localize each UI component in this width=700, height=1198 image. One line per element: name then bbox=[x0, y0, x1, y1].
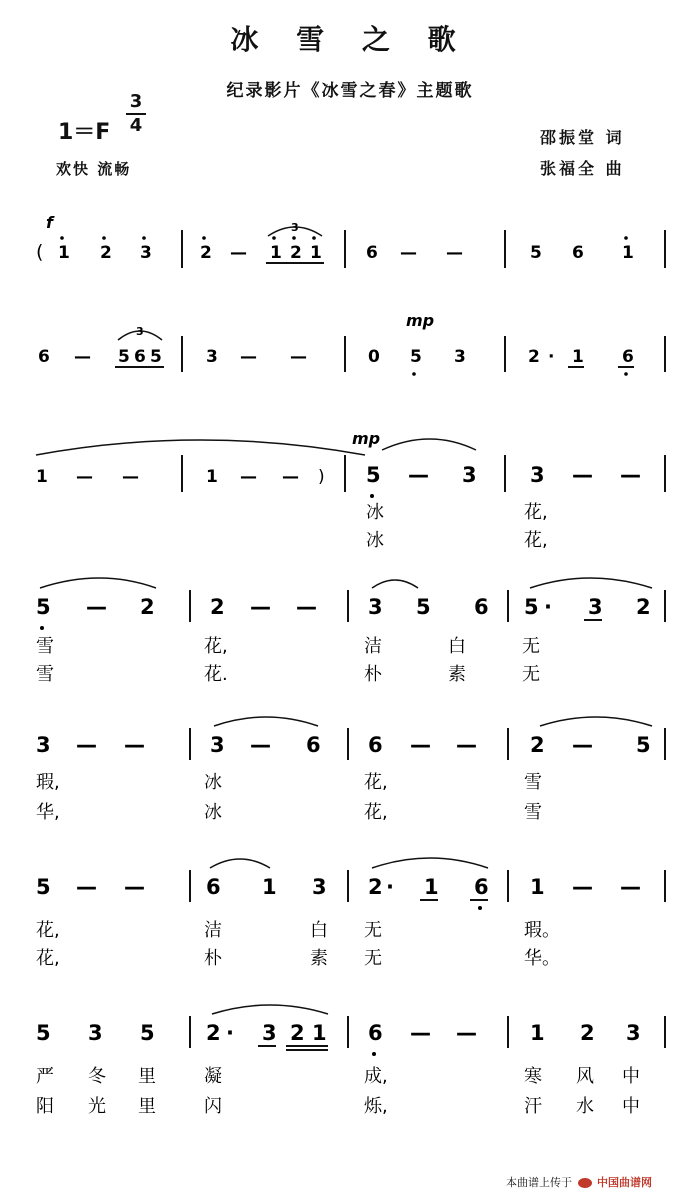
svg-text:3: 3 bbox=[626, 1021, 641, 1045]
svg-text:华。: 华。 bbox=[524, 948, 560, 969]
svg-text:寒: 寒 bbox=[524, 1066, 542, 1087]
svg-text:里: 里 bbox=[138, 1096, 156, 1117]
svg-text:2: 2 bbox=[200, 243, 212, 263]
svg-text:3: 3 bbox=[530, 463, 545, 487]
svg-text:—: — bbox=[250, 733, 271, 757]
svg-text:—: — bbox=[282, 467, 299, 487]
svg-text:素: 素 bbox=[310, 948, 328, 969]
svg-text:3: 3 bbox=[588, 595, 603, 619]
svg-text:洁: 洁 bbox=[204, 920, 222, 941]
svg-text:5: 5 bbox=[636, 733, 651, 757]
svg-text:—: — bbox=[250, 595, 271, 619]
svg-text:汗: 汗 bbox=[524, 1096, 542, 1117]
svg-text:朴: 朴 bbox=[204, 948, 222, 969]
svg-text:雪: 雪 bbox=[524, 772, 542, 793]
svg-text:瑕。: 瑕。 bbox=[524, 920, 560, 941]
lyrics-row-5 bbox=[36, 772, 542, 823]
svg-text:·: · bbox=[548, 347, 555, 367]
svg-text:3: 3 bbox=[88, 1021, 103, 1045]
svg-text:无: 无 bbox=[522, 664, 540, 685]
svg-text:—: — bbox=[296, 595, 317, 619]
svg-text:—: — bbox=[124, 733, 145, 757]
svg-text:0: 0 bbox=[368, 347, 380, 367]
svg-text:1: 1 bbox=[58, 243, 70, 263]
svg-text:—: — bbox=[572, 463, 593, 487]
footer-brand[interactable]: 中国曲谱网 bbox=[597, 1176, 652, 1189]
svg-text:3: 3 bbox=[206, 347, 218, 367]
svg-text:2: 2 bbox=[290, 1021, 305, 1045]
svg-text:花,: 花, bbox=[524, 530, 548, 551]
svg-text:2: 2 bbox=[368, 875, 383, 899]
svg-text:5: 5 bbox=[36, 1021, 51, 1045]
svg-text:—: — bbox=[620, 875, 641, 899]
svg-text:白: 白 bbox=[448, 636, 466, 657]
svg-text:5: 5 bbox=[530, 243, 542, 263]
dynamic-forte: f bbox=[46, 213, 53, 232]
svg-text:6: 6 bbox=[368, 733, 383, 757]
svg-text:5: 5 bbox=[118, 347, 130, 367]
svg-text:1: 1 bbox=[572, 347, 584, 367]
svg-text:·: · bbox=[226, 1021, 234, 1045]
svg-text:花.: 花. bbox=[204, 664, 228, 685]
score-row-4 bbox=[36, 578, 652, 630]
site-footer bbox=[506, 1174, 652, 1190]
svg-text:(: ( bbox=[36, 241, 44, 263]
svg-text:花,: 花, bbox=[364, 802, 388, 823]
svg-text:雪: 雪 bbox=[524, 802, 542, 823]
svg-text:2: 2 bbox=[140, 595, 155, 619]
svg-text:雪: 雪 bbox=[36, 636, 54, 657]
svg-text:冰: 冰 bbox=[366, 502, 384, 523]
svg-text:花,: 花, bbox=[36, 920, 60, 941]
svg-text:3: 3 bbox=[368, 595, 383, 619]
svg-text:无: 无 bbox=[364, 948, 382, 969]
lyrics-row-7 bbox=[36, 1066, 640, 1117]
score-row-6 bbox=[36, 858, 641, 910]
svg-text:素: 素 bbox=[448, 664, 466, 685]
score-row-2 bbox=[38, 325, 634, 376]
lyrics-row-4 bbox=[36, 636, 540, 685]
song-subtitle: 纪录影片《冰雪之春》主题歌 bbox=[226, 81, 474, 101]
tempo-marking: 欢快 流畅 bbox=[56, 160, 132, 178]
svg-text:1: 1 bbox=[310, 243, 322, 263]
svg-text:—: — bbox=[74, 347, 91, 367]
svg-text:1: 1 bbox=[262, 875, 277, 899]
svg-text:—: — bbox=[76, 733, 97, 757]
composer-credit: 张福全 曲 bbox=[540, 159, 625, 178]
svg-text:6: 6 bbox=[368, 1021, 383, 1045]
svg-text:1: 1 bbox=[530, 875, 545, 899]
svg-text:花,: 花, bbox=[364, 772, 388, 793]
svg-text:中: 中 bbox=[622, 1096, 640, 1117]
svg-text:2: 2 bbox=[290, 243, 302, 263]
svg-text:华,: 华, bbox=[36, 802, 60, 823]
svg-text:花,: 花, bbox=[524, 502, 548, 523]
svg-text:5: 5 bbox=[150, 347, 162, 367]
svg-text:1: 1 bbox=[622, 243, 634, 263]
svg-text:—: — bbox=[572, 733, 593, 757]
svg-text:1: 1 bbox=[424, 875, 439, 899]
svg-text:—: — bbox=[446, 243, 463, 263]
svg-text:3: 3 bbox=[462, 463, 477, 487]
score-row-1 bbox=[36, 221, 634, 263]
svg-text:—: — bbox=[240, 347, 257, 367]
svg-text:—: — bbox=[76, 467, 93, 487]
svg-text:花,: 花, bbox=[36, 948, 60, 969]
svg-text:水: 水 bbox=[576, 1096, 594, 1117]
svg-text:洁: 洁 bbox=[364, 636, 382, 657]
svg-text:6: 6 bbox=[134, 347, 146, 367]
svg-text:·: · bbox=[544, 595, 552, 619]
svg-text:冰: 冰 bbox=[204, 772, 222, 793]
svg-text:—: — bbox=[456, 1021, 477, 1045]
score-row-7 bbox=[36, 1005, 641, 1056]
svg-text:·: · bbox=[386, 875, 394, 899]
svg-text:3: 3 bbox=[262, 1021, 277, 1045]
svg-text:6: 6 bbox=[38, 347, 50, 367]
lyrics-row-6 bbox=[36, 920, 560, 969]
svg-text:5: 5 bbox=[36, 595, 51, 619]
svg-text:成,: 成, bbox=[364, 1066, 388, 1087]
svg-text:2: 2 bbox=[528, 347, 540, 367]
dynamic-mp: mp bbox=[352, 429, 381, 448]
svg-text:6: 6 bbox=[474, 595, 489, 619]
svg-text:1: 1 bbox=[312, 1021, 327, 1045]
svg-text:2: 2 bbox=[206, 1021, 221, 1045]
svg-text:5: 5 bbox=[416, 595, 431, 619]
svg-text:6: 6 bbox=[306, 733, 321, 757]
svg-text:花,: 花, bbox=[204, 636, 228, 657]
svg-text:白: 白 bbox=[310, 920, 328, 941]
svg-text:6: 6 bbox=[622, 347, 634, 367]
svg-text:—: — bbox=[408, 463, 429, 487]
svg-text:—: — bbox=[410, 733, 431, 757]
svg-text:里: 里 bbox=[138, 1066, 156, 1087]
svg-text:—: — bbox=[122, 467, 139, 487]
footer-text: 本曲谱上传于 bbox=[506, 1176, 572, 1189]
svg-text:—: — bbox=[230, 243, 247, 263]
svg-text:1: 1 bbox=[270, 243, 282, 263]
svg-text:1: 1 bbox=[36, 467, 48, 487]
svg-text:—: — bbox=[76, 875, 97, 899]
svg-text:6: 6 bbox=[474, 875, 489, 899]
svg-text:—: — bbox=[410, 1021, 431, 1045]
svg-text:2: 2 bbox=[100, 243, 112, 263]
triplet-mark: 3 bbox=[291, 221, 299, 234]
svg-text:2: 2 bbox=[636, 595, 651, 619]
svg-text:冬: 冬 bbox=[88, 1066, 106, 1087]
svg-text:—: — bbox=[572, 875, 593, 899]
svg-text:朴: 朴 bbox=[364, 664, 382, 685]
key-signature: 1＝F bbox=[58, 120, 111, 145]
svg-text:3: 3 bbox=[454, 347, 466, 367]
svg-text:凝: 凝 bbox=[204, 1066, 222, 1087]
time-sig-top: 3 bbox=[129, 91, 143, 112]
svg-text:6: 6 bbox=[572, 243, 584, 263]
svg-text:雪: 雪 bbox=[36, 664, 54, 685]
svg-text:冰: 冰 bbox=[366, 530, 384, 551]
time-sig-bottom: 4 bbox=[129, 115, 143, 136]
svg-text:—: — bbox=[456, 733, 477, 757]
svg-text:冰: 冰 bbox=[204, 802, 222, 823]
site-logo-icon bbox=[578, 1178, 592, 1188]
svg-text:—: — bbox=[400, 243, 417, 263]
svg-text:3: 3 bbox=[140, 243, 152, 263]
svg-text:无: 无 bbox=[364, 920, 382, 941]
svg-text:风: 风 bbox=[576, 1066, 594, 1087]
svg-text:): ) bbox=[318, 467, 325, 487]
svg-text:5: 5 bbox=[140, 1021, 155, 1045]
svg-text:—: — bbox=[86, 595, 107, 619]
svg-text:5: 5 bbox=[366, 463, 381, 487]
svg-text:阳: 阳 bbox=[36, 1096, 54, 1117]
svg-text:6: 6 bbox=[366, 243, 378, 263]
svg-text:—: — bbox=[240, 467, 257, 487]
svg-text:光: 光 bbox=[88, 1096, 106, 1117]
svg-text:无: 无 bbox=[522, 636, 540, 657]
svg-text:3: 3 bbox=[136, 325, 144, 338]
svg-text:—: — bbox=[124, 875, 145, 899]
svg-text:5: 5 bbox=[410, 347, 422, 367]
song-title: 冰 雪 之 歌 bbox=[230, 23, 470, 56]
svg-text:3: 3 bbox=[36, 733, 51, 757]
svg-text:瑕,: 瑕, bbox=[36, 772, 60, 793]
svg-text:闪: 闪 bbox=[204, 1096, 222, 1117]
svg-text:中: 中 bbox=[622, 1066, 640, 1087]
lyricist-credit: 邵振堂 词 bbox=[540, 128, 625, 147]
svg-text:5: 5 bbox=[36, 875, 51, 899]
svg-text:3: 3 bbox=[312, 875, 327, 899]
svg-text:2: 2 bbox=[210, 595, 225, 619]
svg-text:2: 2 bbox=[580, 1021, 595, 1045]
score-row-5 bbox=[36, 717, 652, 757]
svg-text:严: 严 bbox=[36, 1066, 54, 1087]
svg-text:烁,: 烁, bbox=[364, 1096, 388, 1117]
svg-text:1: 1 bbox=[206, 467, 218, 487]
svg-text:2: 2 bbox=[530, 733, 545, 757]
svg-text:—: — bbox=[290, 347, 307, 367]
svg-text:5: 5 bbox=[524, 595, 539, 619]
svg-text:—: — bbox=[620, 463, 641, 487]
dynamic-mp: mp bbox=[406, 311, 435, 330]
lyrics-row-3 bbox=[366, 502, 548, 551]
svg-text:1: 1 bbox=[530, 1021, 545, 1045]
svg-text:3: 3 bbox=[210, 733, 225, 757]
score-row-3 bbox=[36, 439, 641, 498]
svg-text:6: 6 bbox=[206, 875, 221, 899]
